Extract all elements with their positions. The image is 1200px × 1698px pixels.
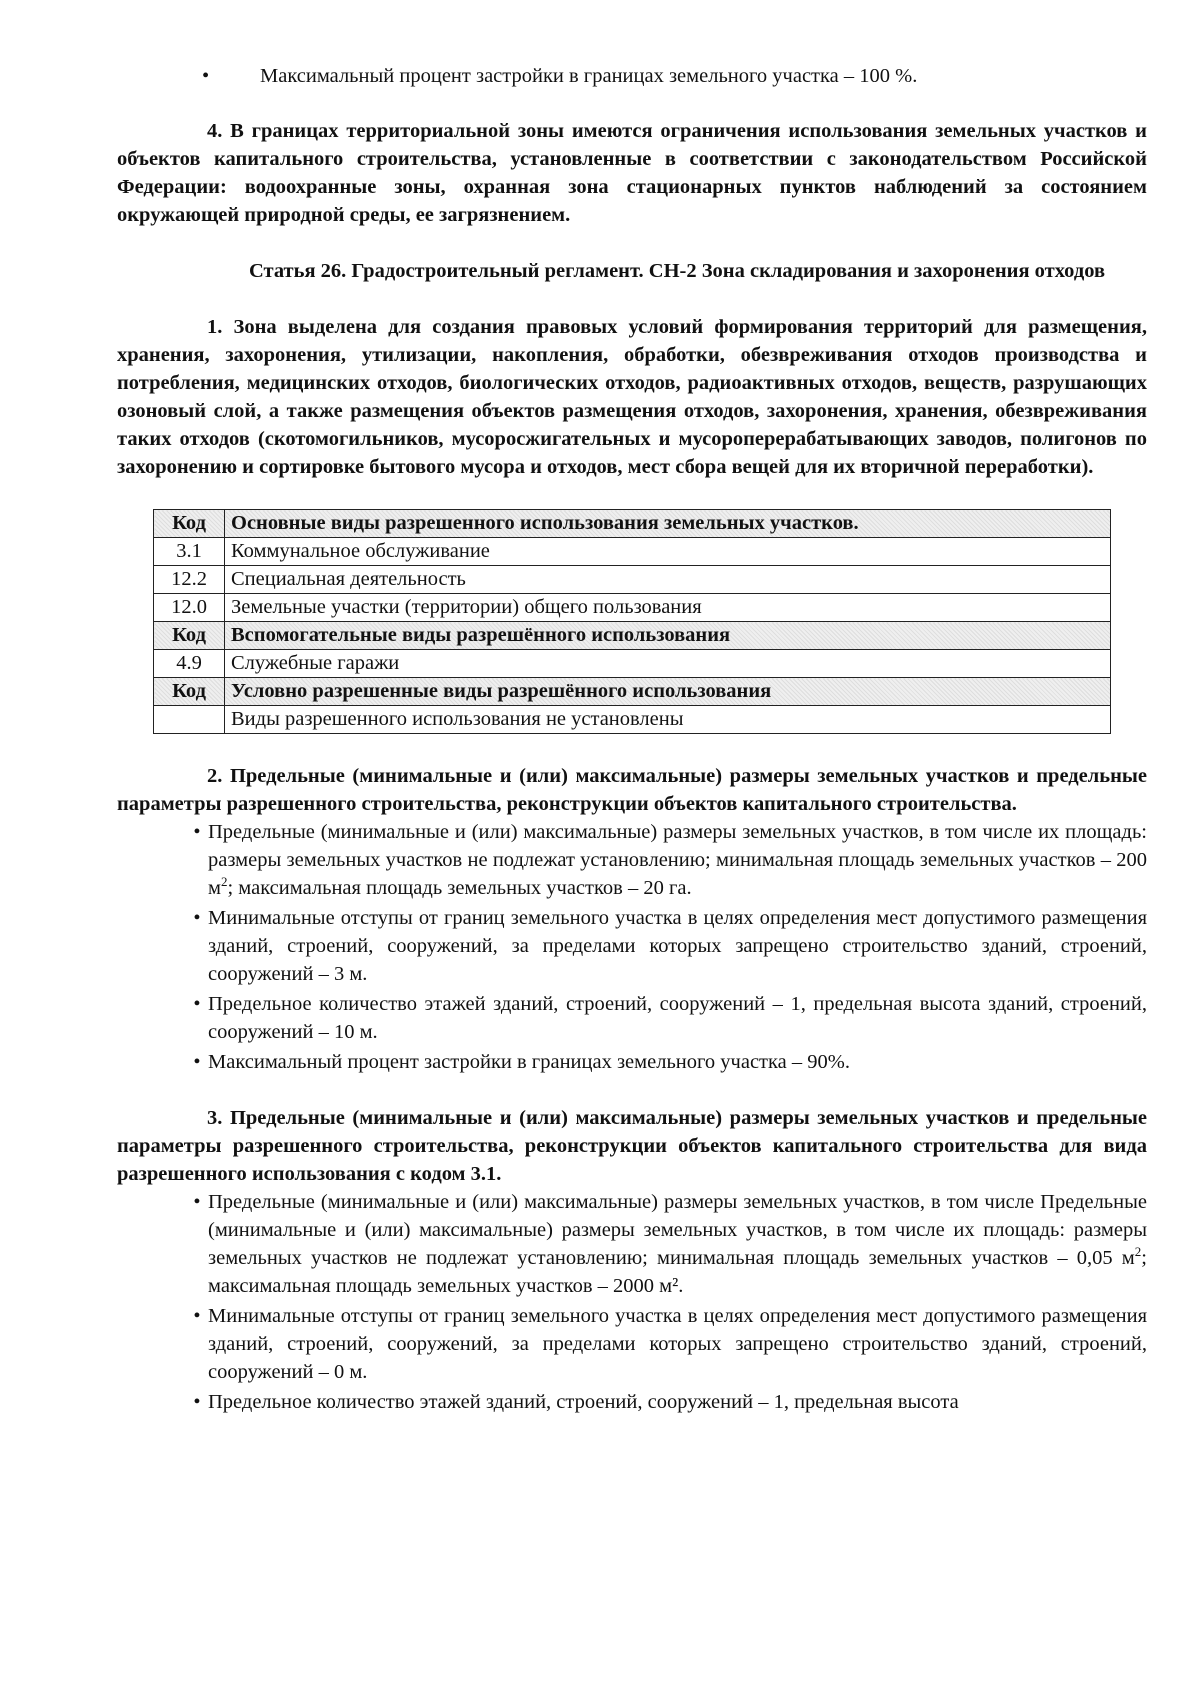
bullet-text: Предельные (минимальные и (или) максимальные) размеры земельных участков, в том числе Предельные (минимальные и (или) максимальные) размеры земельных участков, в том числе их площадь: размеры земельных участков не подлежат установлению; минимальная площадь земельных участков – 0,05 м	[208, 1191, 1147, 1269]
list-item	[117, 1388, 1147, 1416]
use-cell: Специальная деятельность	[225, 566, 1111, 594]
section-3-heading: 3. Предельные (минимальные и (или) максимальные) размеры земельных участков и предельные параметры разрешенного строительства, реконструкции объектов капитального строительства для вида разрешенного использования с кодом 3.1.	[117, 1107, 1147, 1185]
main-uses-header: Основные виды разрешенного использования земельных участков.	[225, 510, 1111, 538]
use-cell: Земельные участки (территории) общего пользования	[225, 594, 1111, 622]
list-item	[117, 990, 1147, 1046]
land-use-table-wrap	[153, 509, 1111, 734]
table-row	[154, 706, 1111, 734]
code-header: Код	[154, 622, 225, 650]
bullet-text: Минимальные отступы от границ земельного участка в целях определения мест допустимого размещения зданий, строений, сооружений, за пределами которых запрещено строительство зданий, строений, сооружений – 0 м.	[208, 1305, 1147, 1383]
table-header-row	[154, 678, 1111, 706]
bullet-text: ; максимальная площадь земельных участков – 20 га.	[227, 877, 692, 899]
bullet-text: Предельные (минимальные и (или) максимальные) размеры земельных участков, в том числе их площадь: размеры земельных участков не подлежат установлению; минимальная площадь земельных участков – 200 м	[208, 821, 1147, 899]
superscript: 2	[220, 874, 228, 890]
list-item	[117, 1188, 1147, 1300]
bullet-text: Минимальные отступы от границ земельного участка в целях определения мест допустимого размещения зданий, строений, сооружений, за пределами которых запрещено строительство зданий, строений, сооружений – 3 м.	[208, 907, 1147, 985]
use-cell: Коммунальное обслуживание	[225, 538, 1111, 566]
bullet-icon: •	[193, 907, 201, 929]
table-row	[154, 566, 1111, 594]
table-header-row	[154, 622, 1111, 650]
bullet-text: Максимальный процент застройки в границах земельного участка – 100 %.	[260, 65, 918, 87]
table-row	[154, 594, 1111, 622]
bullet-icon: •	[193, 1391, 201, 1413]
use-cell: Виды разрешенного использования не установлены	[225, 706, 1111, 734]
code-cell: 4.9	[154, 650, 225, 678]
bullet-text: Предельное количество этажей зданий, строений, сооружений – 1, предельная высота зданий, строений, сооружений – 10 м.	[208, 993, 1147, 1043]
code-cell: 12.2	[154, 566, 225, 594]
code-cell	[154, 706, 225, 734]
section-3-list	[117, 1188, 1147, 1416]
code-header: Код	[154, 678, 225, 706]
aux-uses-header: Вспомогательные виды разрешённого использования	[225, 622, 1111, 650]
list-item	[117, 1048, 1147, 1076]
bullet-icon: •	[193, 821, 201, 843]
code-header: Код	[154, 510, 225, 538]
paragraph-1: 1. Зона выделена для создания правовых условий формирования территорий для размещения, хранения, захоронения, утилизации, накопления, обработки, обезвреживания отходов производства и потребления, медицинских отходов, биологических отходов, радиоактивных отходов, веществ, разрушающих озоновый слой, а также размещения объектов размещения отходов, захоронения, хранения, обезвреживания таких отходов (скотомогильников, мусоросжигательных и мусороперерабатывающих заводов, полигонов по захоронению и сортировке бытового мусора и отходов, мест сбора вещей для их вторичной переработки).	[117, 316, 1147, 478]
bullet-icon: •	[193, 993, 201, 1015]
bullet-text: ; максимальная площадь земельных участков – 2000 м².	[208, 1247, 1147, 1297]
conditional-uses-header: Условно разрешенные виды разрешённого использования	[225, 678, 1111, 706]
list-item	[117, 1302, 1147, 1386]
table-header-row	[154, 510, 1111, 538]
bullet-text: Предельное количество этажей зданий, строений, сооружений – 1, предельная высота	[208, 1391, 959, 1413]
article-title: Статья 26. Градостроительный регламент. СН-2 Зона складирования и захоронения отходов	[248, 260, 1106, 282]
land-use-table	[153, 509, 1111, 734]
list-item	[202, 62, 1147, 90]
code-cell: 3.1	[154, 538, 225, 566]
table-row	[154, 538, 1111, 566]
section-2-heading: 2. Предельные (минимальные и (или) максимальные) размеры земельных участков и предельные параметры разрешенного строительства, реконструкции объектов капитального строительства.	[117, 765, 1147, 815]
bullet-icon: •	[193, 1191, 201, 1213]
bullet-icon: •	[193, 1305, 201, 1327]
list-item	[117, 904, 1147, 988]
superscript: 2	[1134, 1244, 1142, 1260]
paragraph-4: 4. В границах территориальной зоны имеются ограничения использования земельных участков и объектов капитального строительства, установленные в соответствии с законодательством Российской Федерации: водоохранные зоны, охранная зона стационарных пунктов наблюдений за состоянием окружающей природной среды, ее загрязнением.	[117, 120, 1147, 226]
bullet-icon: •	[202, 65, 210, 87]
document-page	[117, 62, 1147, 1418]
list-item	[117, 818, 1147, 902]
bullet-icon: •	[193, 1051, 201, 1073]
table-row	[154, 650, 1111, 678]
bullet-text: Максимальный процент застройки в границах земельного участка – 90%.	[208, 1051, 850, 1073]
use-cell: Служебные гаражи	[225, 650, 1111, 678]
code-cell: 12.0	[154, 594, 225, 622]
section-2-list	[117, 818, 1147, 1076]
